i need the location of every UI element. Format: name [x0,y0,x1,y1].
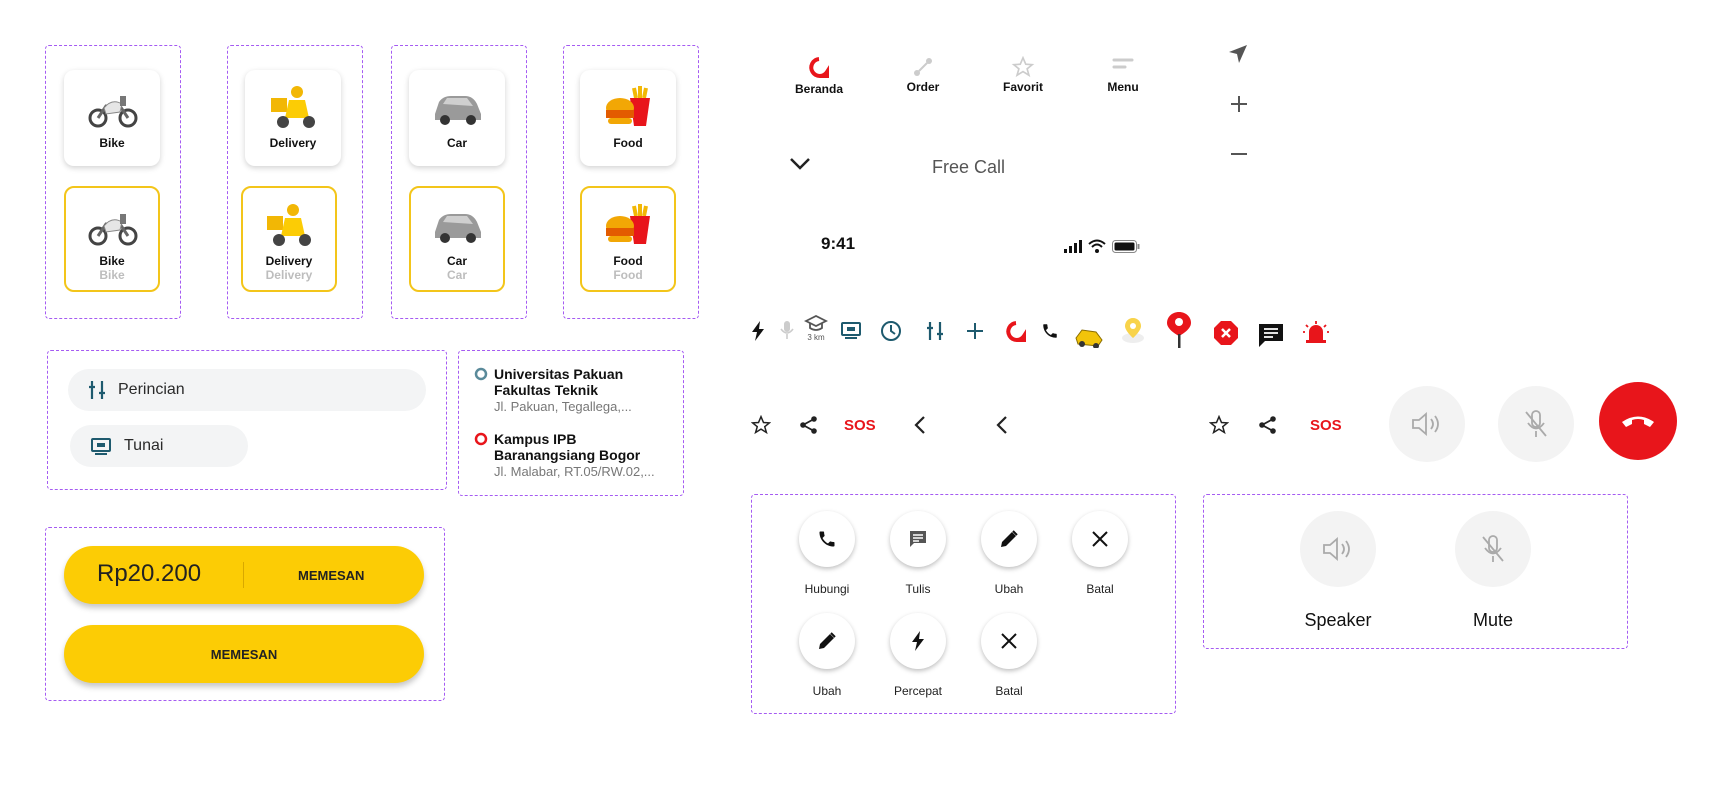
order-button[interactable] [64,625,424,683]
nav-menu[interactable] [1088,56,1158,94]
school-distance-label: 3 km [807,333,825,342]
speaker-icon [1322,536,1354,562]
speed-up-button[interactable] [890,613,946,669]
nav-order[interactable] [888,56,958,94]
order-full-label: MEMESAN [210,647,278,662]
food-sublabel: Food [613,268,643,282]
details-label: Perincian [118,381,185,398]
chevron-down-icon[interactable] [789,157,811,171]
mute-label: Mute [1472,610,1514,630]
clock-icon [880,320,902,342]
cancel-button[interactable] [1072,511,1128,567]
divider [243,562,244,588]
microphone-off-icon [1479,533,1507,565]
cash-icon [840,320,862,340]
car-service-card-selected[interactable] [409,186,505,292]
speed-up-label: Percepat [893,684,943,698]
free-call-title: Free Call [932,157,1006,177]
close-icon [1091,530,1109,548]
chat-bubble-icon [1257,322,1285,348]
pencil-icon [817,631,837,651]
speaker-button[interactable] [1300,511,1376,587]
nav-order-label: Order [906,80,940,94]
nav-favorite[interactable] [988,56,1058,94]
speaker-icon [1411,411,1443,437]
locate-arrow-icon[interactable] [1228,44,1248,64]
bike-sublabel: Bike [99,268,125,282]
car-label: Car [446,254,467,268]
star-icon [988,56,1058,78]
price-label: Rp20.200 [97,560,202,587]
nav-home[interactable] [784,56,854,96]
edit-button[interactable] [981,511,1037,567]
cellular-signal-icon [1064,240,1084,253]
cancel-label: Batal [1086,582,1114,596]
call-button[interactable] [799,511,855,567]
delivery-label: Delivery [269,136,317,150]
food-icon [600,202,656,248]
origin-title-line-2: Fakultas Teknik [494,382,599,398]
end-call-button[interactable] [1599,382,1677,460]
bike-icon [84,202,140,248]
destination-title[interactable] [494,431,640,463]
car-service-card[interactable] [409,70,505,166]
hang-up-icon [1620,413,1656,429]
nav-home-label: Beranda [794,82,844,96]
sliders-icon [88,380,106,400]
car-icon [429,84,485,130]
lightning-icon [911,631,925,651]
sos-button[interactable]: SOS [844,417,876,434]
edit-label-2: Ubah [812,684,842,698]
bike-label: Bike [99,136,125,150]
destination-title-line-1: Kampus IPB [494,431,577,447]
siren-alarm-icon [1303,320,1329,344]
food-label: Food [613,136,643,150]
favorite-star-icon[interactable] [751,415,771,435]
nav-favorite-label: Favorit [1002,80,1043,94]
share-icon[interactable] [799,415,819,435]
phone-icon [1041,322,1059,340]
edit-label: Ubah [994,582,1024,596]
status-time: 9:41 [821,234,856,253]
write-label: Tulis [905,582,931,596]
error-badge-icon [1213,320,1239,346]
payment-pill[interactable] [70,425,248,467]
microphone-icon [780,320,794,340]
food-icon [600,84,656,130]
food-service-card-selected[interactable] [580,186,676,292]
favorite-star-icon[interactable] [1209,415,1229,435]
taxi-car-icon [1074,326,1104,348]
zoom-out-icon[interactable] [1229,144,1249,164]
delivery-icon [265,84,321,130]
home-icon [784,56,854,80]
back-chevron-icon[interactable] [995,415,1009,435]
close-icon [1000,632,1018,650]
order-label: MEMESAN [298,568,365,583]
sliders-icon [926,321,944,341]
cash-icon [90,436,112,456]
delivery-service-card-selected[interactable] [241,186,337,292]
origin-address: Jl. Pakuan, Tegallega,... [494,399,632,414]
food-service-card[interactable] [580,70,676,166]
battery-icon [1112,240,1140,253]
school-distance-marker [802,315,830,342]
cancel-label-2: Batal [995,684,1023,698]
microphone-off-icon [1522,408,1550,440]
mute-button[interactable] [1455,511,1531,587]
destination-title-line-2: Baranangsiang Bogor [494,447,641,463]
car-label: Car [446,136,467,150]
order-route-icon [888,56,958,78]
audio-controls-group [1203,494,1628,649]
delivery-sublabel: Delivery [265,268,313,282]
bike-service-card-selected[interactable] [64,186,160,292]
origin-title[interactable] [494,366,623,398]
delivery-service-card[interactable] [245,70,341,166]
menu-icon [1088,56,1158,78]
nav-menu-label: Menu [1107,80,1139,94]
edit-button-2[interactable] [799,613,855,669]
pencil-icon [999,529,1019,549]
back-chevron-icon[interactable] [913,415,927,435]
delivery-icon [261,202,317,248]
origin-marker-icon [474,367,488,381]
wifi-icon [1088,239,1106,253]
food-label: Food [613,254,643,268]
details-pill[interactable] [68,369,426,411]
destination-marker-icon [474,432,488,446]
bike-icon [84,84,140,130]
bike-service-card[interactable] [64,70,160,166]
graduation-cap-icon [802,315,830,333]
cancel-button-2[interactable] [981,613,1037,669]
brand-logo-icon [1004,320,1028,344]
destination-address: Jl. Malabar, RT.05/RW.02,... [494,464,655,479]
mute-toggle-button[interactable] [1498,386,1574,462]
sos-button[interactable]: SOS [1310,417,1342,434]
payment-label: Tunai [124,437,164,454]
zoom-in-icon[interactable] [1229,94,1249,114]
speaker-toggle-button[interactable] [1389,386,1465,462]
order-with-price-button[interactable] [64,546,424,604]
speaker-label: Speaker [1304,610,1372,630]
phone-icon [817,529,837,549]
share-icon[interactable] [1258,415,1278,435]
car-sublabel: Car [446,268,467,282]
origin-title-line-1: Universitas Pakuan [494,366,624,382]
message-icon [908,529,928,549]
plus-icon [966,322,984,340]
lightning-icon [751,321,765,341]
location-pin-yellow-icon [1120,316,1146,344]
location-pin-red-icon [1164,310,1194,350]
car-icon [429,202,485,248]
delivery-label: Delivery [265,254,313,268]
bike-label: Bike [99,254,125,268]
call-label: Hubungi [804,582,850,596]
write-button[interactable] [890,511,946,567]
